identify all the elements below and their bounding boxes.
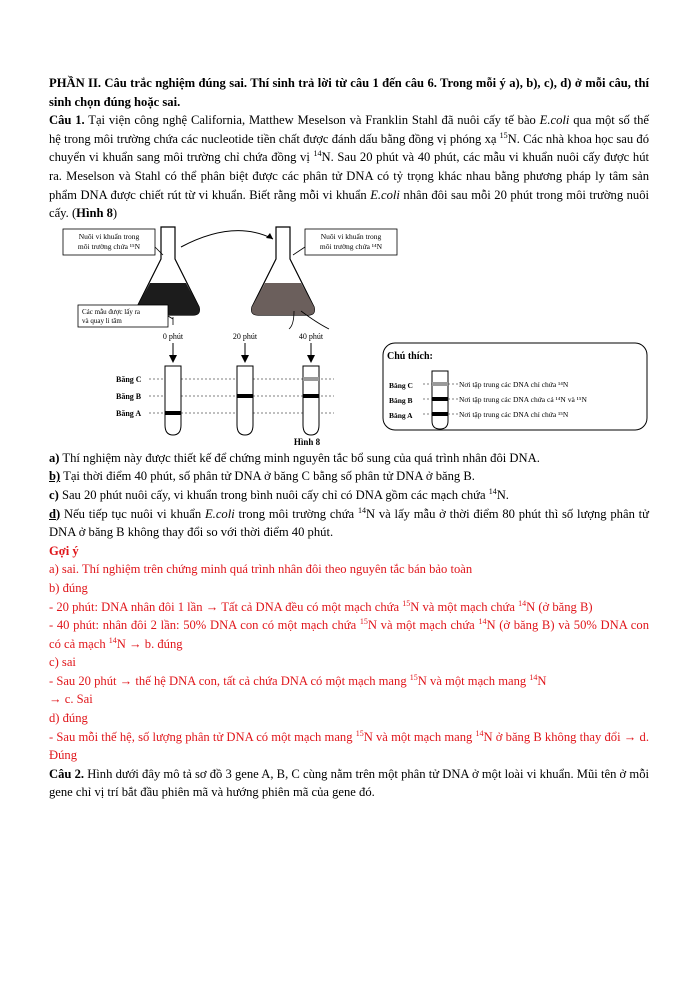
answer-d: d) đúng (49, 711, 88, 726)
band-a-label: Băng A (116, 408, 142, 418)
answer-a: a) sai. Thí nghiệm trên chứng minh quá trình nhân đôi theo nguyên tắc bán bảo toàn (49, 562, 473, 577)
tube-20-min (237, 366, 253, 435)
legend-tube (432, 371, 448, 429)
document-page (49, 74, 649, 802)
meselson-stahl-diagram (49, 225, 649, 447)
statement-b: b) Tại thời điểm 40 phút, số phân tử DNA ở băng C bằng số phân tử DNA ở băng B. (49, 469, 475, 484)
statement-a: a) Thí nghiệm này được thiết kế để chứng minh nguyên tắc bổ sung của quá trình nhân đôi DNA. (49, 450, 540, 465)
sample-label-line2: và quay li tâm (82, 316, 122, 325)
question-1-label: Câu 1. (49, 113, 85, 128)
sample-label-line1: Các mẫu được lấy ra (82, 307, 141, 316)
legend-title: Chú thích: (387, 350, 433, 362)
legend-c-text: Nơi tập trung các DNA chỉ chứa ¹⁴N (459, 379, 569, 389)
legend-band-a-label: Băng A (389, 410, 413, 420)
figure-caption: Hình 8 (293, 436, 321, 447)
flask-14n-label-line1: Nuôi vi khuẩn trong (320, 231, 382, 241)
figure-8 (49, 225, 649, 447)
time-0: 0 phút (162, 331, 184, 341)
legend-a-text: Nơi tập trung các DNA chỉ chứa ¹⁵N (459, 409, 569, 419)
time-20: 20 phút (232, 331, 258, 341)
legend-b-text: Nơi tập trung các DNA chứa cả ¹⁴N và ¹⁵N (459, 394, 587, 404)
answer-c-line1: - Sau 20 phút → thế hệ DNA con, tất cả chứa DNA có một mạch mang $^{15}$N và một mạch mang $^{14}$N (49, 672, 547, 688)
flask-14n-label-line2: môi trường chứa ¹⁴N (319, 241, 383, 251)
question-1-intro: Câu 1. Tại viện công nghệ California, Matthew Meselson và Franklin Stahl đã nuôi cấy tế bào E.coli qua một số thế hệ trong môi trường chứa các nucleotide tiền chất được đánh dấu bằng đồng vị phóng xạ $^{15}$N. Các nhà khoa học sau đó chuyển vi khuẩn sang môi trường chỉ chứa đồng vị $^{14}$N. Sau 20 phút và 40 phút, các mẫu vi khuẩn nuôi cấy được hút ra. Meselson và Stahl có thể phân biệt được các phân tử DNA có tỷ trọng khác nhau bằng phương pháp ly tâm sản phẩm DNA được chiết rút từ vi khuẩn. Biết rằng mỗi vi khuẩn E.coli nhân đôi sau mỗi 20 phút trong môi trường nuôi cấy. (Hình 8) (49, 113, 650, 221)
legend-band-b-label: Băng B (389, 395, 413, 405)
statement-c: c) Sau 20 phút nuôi cấy, vi khuẩn trong bình nuôi cấy chỉ có DNA gồm các mạch chứa $^{14}$N. (49, 486, 509, 502)
band-c-label: Băng C (116, 374, 142, 384)
answer-d-line1: - Sau mỗi thế hệ, số lượng phân tử DNA có một mạch mang $^{15}$N và một mạch mang $^{14}$N ở băng B không thay đổi → d. Đúng (49, 728, 649, 763)
answer-b-line1: - 20 phút: DNA nhân đôi 1 lần → Tất cả DNA đều có một mạch chứa $^{15}$N và một mạch chứa $^{14}$N (ở băng B) (49, 598, 593, 614)
tube-40-min (303, 366, 319, 435)
tube-0-min (165, 366, 181, 435)
answer-b: b) đúng (49, 580, 88, 595)
question-2-label: Câu 2. (49, 766, 85, 781)
answer-c-line2: → c. Sai (49, 692, 93, 707)
flask-15n-label-line1: Nuôi vi khuẩn trong (78, 231, 140, 241)
flask-15n-label-line2: môi trường chứa ¹⁵N (77, 241, 141, 251)
legend-band-c-label: Băng C (389, 380, 413, 390)
answer-b-line2: - 40 phút: nhân đôi 2 lần: 50% DNA con có một mạch chứa $^{15}$N và một mạch chứa $^{14}$N (ở băng B) và 50% DNA con có cả mạch $^{14}$N → b. đúng (49, 617, 649, 651)
time-40: 40 phút (298, 331, 324, 341)
answer-key (49, 542, 649, 765)
answer-heading: Gợi ý (49, 543, 79, 558)
statement-d: d) Nếu tiếp tục nuôi vi khuẩn E.coli trong môi trường chứa $^{14}$N và lấy mẫu ở thời điểm 80 phút thì số lượng phân tử DNA ở băng B không thay đổi so với thời điểm 40 phút. (49, 505, 649, 540)
transfer-arrow (181, 230, 273, 246)
question-2: Câu 2. Hình dưới đây mô tả sơ đồ 3 gene A, B, C cùng nằm trên một phân tử DNA ở một loài vi khuẩn. Mũi tên ở mỗi gene chỉ vị trí bắt đầu phiên mã và hướng phiên mã của gene đó. (49, 766, 649, 800)
answer-c: c) sai (49, 655, 76, 670)
band-b-label: Băng B (116, 391, 142, 401)
section-heading: PHẦN II. Câu trắc nghiệm đúng sai. Thí sinh trả lời từ câu 1 đến câu 6. Trong mỗi ý a), b), c), d) ở mỗi câu, thí sinh chọn đúng hoặc sai. (49, 76, 649, 109)
